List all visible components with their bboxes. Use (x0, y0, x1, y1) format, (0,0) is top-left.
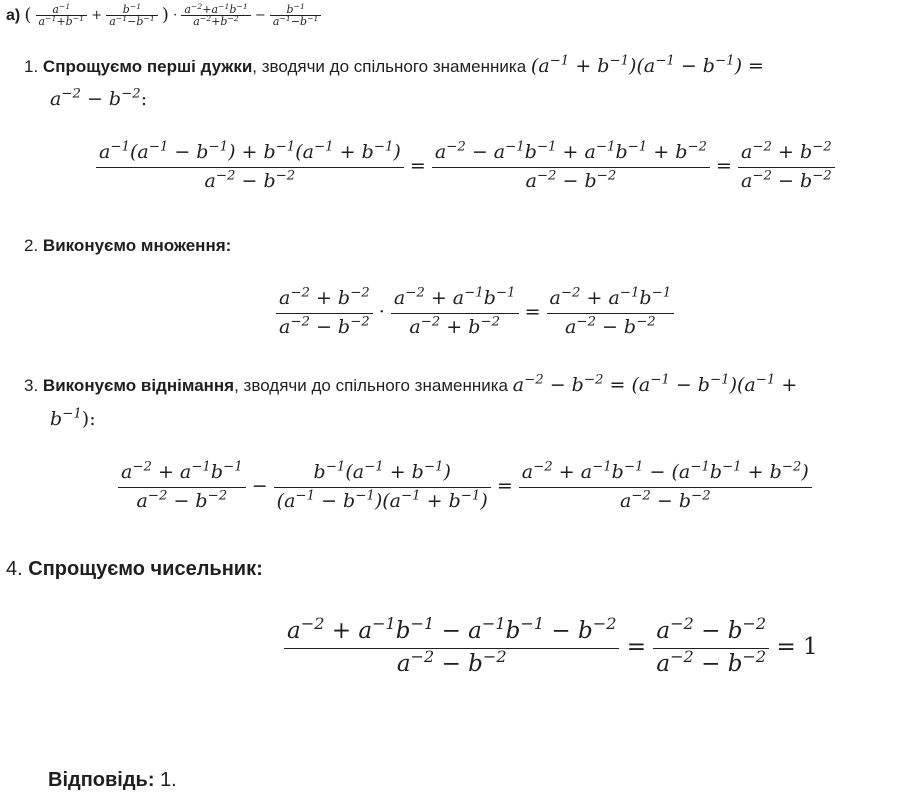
problem-expression: а) ( $\frac{a^{-1}}{a^{-1}+b^{-1}}$ + $\frac{b^{-1}}{a^{-1}-b^{-1}}$ ) · $\frac{a^{-2}+a^{-1}b^{-1}}{a^{-2}+b^{-2}}$ − $\frac{b^{-1}}{a^{-1}-b^{-1}}$ (6, 4, 321, 40)
problem-label: а) (6, 6, 21, 24)
step-4-title: Спрощуємо чисельник: (28, 558, 263, 580)
step-1: 1. Спрощуємо перші дужки, зводячи до спільного знаменника $(a^{-1} + b^{-1})(a^{-1} - b^{-1})$ = (24, 53, 764, 77)
step-1-formula-cont: $a^{-2} - b^{-2}$: (50, 86, 148, 110)
step-2 (24, 236, 231, 256)
step-4-equation: $\frac{a^{-2} + a^{-1}b^{-1} - a^{-1}b^{-1} - b^{-2}}{a^{-2} - b^{-2}}$ = $\frac{a^{-2} - b^{-2}}{a^{-2} - b^{-2}}$ = 1 (284, 620, 818, 676)
step-2-equation: $\frac{a^{-2} + b^{-2}}{a^{-2} - b^{-2}}$ · $\frac{a^{-2} + a^{-1}b^{-1}}{a^{-2} + b^{-2}}$ = $\frac{a^{-2} + a^{-1}b^{-1}}{a^{-2} - b^{-2}}$ (276, 289, 674, 337)
step-3-equation: $\frac{a^{-2} + a^{-1}b^{-1}}{a^{-2} - b^{-2}}$ − $\frac{b^{-1}(a^{-1} + b^{-1})}{(a^{-1} - b^{-1})(a^{-1} + b^{-1})}$ = $\frac{a^{-2} + a^{-1}b^{-1} - (a^{-1}b^{-1} + b^{-2})}{a^{-2} - b^{-2}}$ (118, 463, 812, 511)
step-1-number: 1. (24, 57, 39, 76)
answer (48, 768, 177, 792)
step-4-number: 4. (6, 558, 23, 580)
step-1-title: Спрощуємо перші дужки (42, 57, 253, 76)
step-2-number: 2. (24, 236, 39, 255)
step-3-formula-cont: $b^{-1}$): (50, 406, 96, 430)
step-3-title: Виконуємо віднімання (42, 376, 235, 395)
step-1-equation: $\frac{a^{-1}(a^{-1} - b^{-1}) + b^{-1}(a^{-1} + b^{-1})}{a^{-2} - b^{-2}}$ = $\frac{a^{-2} - a^{-1}b^{-1} + a^{-1}b^{-1} + b^{-2}}{a^{-2} - b^{-2}}$ = $\frac{a^{-2} + b^{-2}}{a^{-2} - b^{-2}}$ (96, 143, 835, 191)
answer-label: Відповідь: (48, 769, 155, 791)
step-1-text: , зводячи до спільного знаменника (252, 57, 527, 76)
step-2-title: Виконуємо множення: (42, 236, 232, 255)
step-3: 3. Виконуємо віднімання, зводячи до спільного знаменника $a^{-2} - b^{-2} = (a^{-1} - b^{-1})(a^{-1}$ + (24, 372, 798, 396)
answer-value: 1. (160, 769, 177, 791)
step-4 (6, 557, 263, 581)
step-3-text: , зводячи до спільного знаменника (234, 376, 508, 395)
step-3-number: 3. (24, 376, 39, 395)
